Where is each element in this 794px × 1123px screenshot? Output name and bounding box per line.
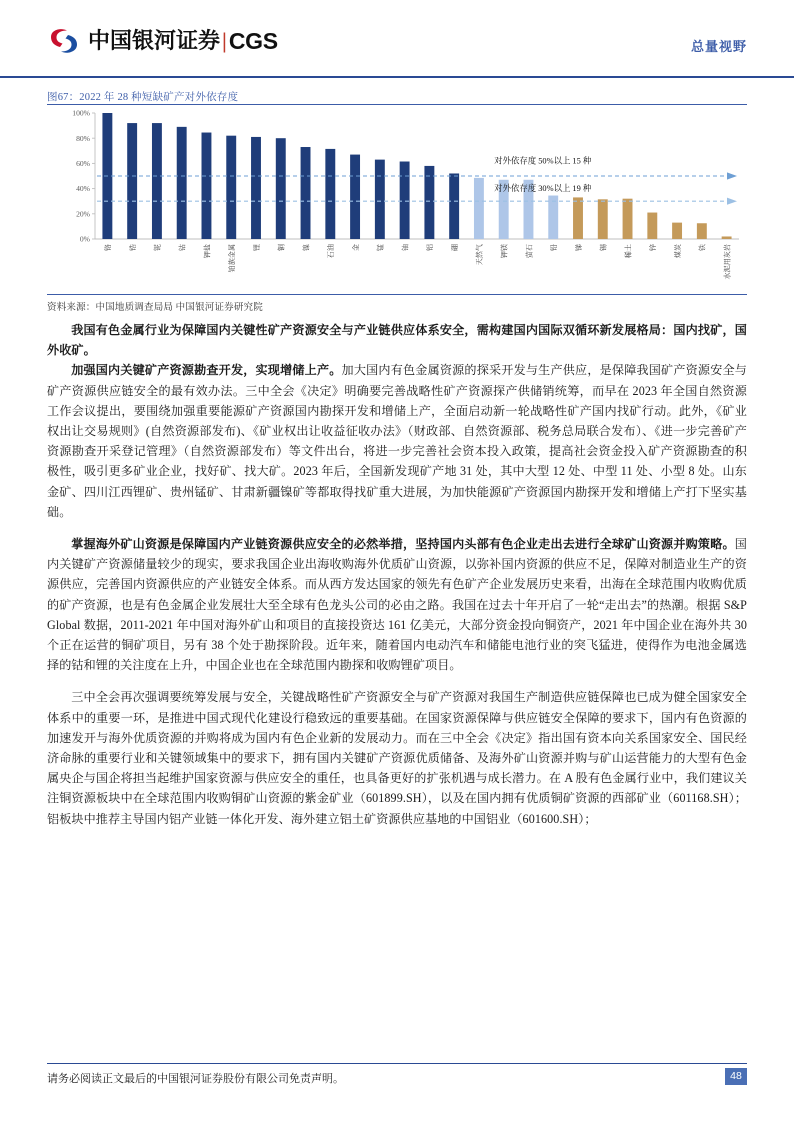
y-axis-tick-label: 100% (72, 108, 90, 118)
chart-bar (598, 199, 608, 239)
chart-bar (697, 223, 707, 239)
chart-bar (672, 223, 682, 239)
x-axis-tick-label: 铝 (426, 244, 435, 252)
chart-bar (474, 178, 484, 239)
chart-bar (301, 147, 311, 239)
x-axis-tick-label: 铜 (277, 244, 286, 252)
x-axis-tick-label: 铂族金属 (228, 244, 237, 273)
x-axis-tick-label: 锂 (252, 244, 261, 252)
header-divider (0, 76, 794, 78)
x-axis-tick-label: 石油 (327, 244, 336, 259)
paragraph-3-text: 国内关键矿产资源储量较少的现实，要求我国企业出海收购海外优质矿山资源，以弥补国内资源的供应不足，保障对制造业生产的资源供应，完善国内资源供应的产业链安全体系。而从西方发达国家的领先有色矿产企业发展历史来看，出海在全球范围内收购优质的矿产资源，也是有色金属企业发展壮大至全球有色龙头公司的必由之路。我国在过去十年开启了一轮“走出去”的热潮。根据 S&P Global 数据，2011-2021 年中国对海外矿山和项目的直接投资达 161 亿美元，大部分资金投向铜资产，2021 年中国企业在海外共 30 个正在运营的铜矿项目，另有 38 个处于勘探阶段。近年来，随着国内电动汽车和储能电池行业的突飞猛进，使得作为电池金属选择的钴和锂的关注度在上升，中国企业也在全球范围内勘探和收购锂矿项目。 (47, 537, 747, 673)
logo-separator: | (222, 28, 227, 53)
chart-bar (325, 149, 335, 239)
x-axis-tick-label: 钾盐 (203, 244, 212, 259)
chart-bar (548, 196, 558, 239)
figure-source: 资料来源：中国地质调查局局 中国银河证券研究院 (47, 303, 263, 313)
reference-line-arrow (727, 198, 737, 205)
dependency-bar-chart (47, 105, 747, 295)
x-axis-tick-label: 锡 (599, 244, 608, 252)
chart-bar (647, 213, 657, 239)
x-axis-tick-label: 稀土 (624, 244, 633, 259)
chart-bar (400, 162, 410, 239)
paragraph-2-text: 加大国内有色金属资源的探采开发与生产供应，是保障我国矿产资源安全与矿产资源供应链安全的最有效办法。三中全会《决定》明确要完善战略性矿产资源探产供储销统筹，而早在 2023 年全国自然资源工作会议提出，要围绕加强重要能源矿产资源国内勘探开发和增储上产，全面启动新一轮战略性矿产国内找矿行动。此外，《矿业权出让交易规则》(自然资源部发布)、《矿业权出让收益征收办法》（财政部、自然资源部、税务总局联合发布）、《进一步完善矿产资源勘查开采登记管理》（自然资源部发布）等文件出台，将进一步完善社会资本投入政策，提高社会资金投入矿产资源勘查的积极性，吸引更多矿业企业，找好矿、找大矿。2023 年后，全国新发现矿产地 31 处，其中大型 12 处、中型 11 处、小型 8 处。山东金矿、四川江西锂矿、贵州锰矿、甘肃新疆镍矿等都取得找矿重大进展，为加快能源矿产资源国内勘探开发和增储上产打下坚实基础。 (47, 363, 747, 519)
chart-bar (251, 137, 261, 239)
reference-line-arrow (727, 172, 737, 179)
x-axis-tick-label: 铅 (550, 244, 559, 252)
paragraph-1 (47, 320, 747, 360)
x-axis-tick-label: 硼 (450, 244, 459, 252)
chart-annotation: 对外依存度 30%以上 19 种 (494, 184, 592, 194)
y-axis-tick-label: 40% (76, 184, 90, 194)
x-axis-tick-label: 锌 (649, 244, 658, 252)
x-axis-tick-label: 镍 (302, 244, 311, 252)
x-axis-tick-label: 锰 (376, 244, 385, 252)
logo-text-en: CGS (228, 28, 278, 54)
chart-bar (623, 199, 633, 239)
chart-bar (226, 136, 236, 239)
page-header (0, 0, 794, 76)
article-body (47, 320, 747, 829)
figure-bottom-divider (47, 294, 747, 295)
chart-bar (375, 160, 385, 239)
paragraph-4-text: 三中全会再次强调要统筹发展与安全，关键战略性矿产资源安全与矿产资源对我国生产制造供应链保障也已成为健全国家安全体系中的重要一环，是推进中国式现代化建设行稳致远的重要基础。在国家资源保障与供应链安全保障的要求下，国内有色资源的加速发开与海外优质资源的并购将成为国内有色企业新的发展动力。而在三中全会《决定》指出国有资本向关系国家安全、国民经济命脉的重要行业和关键领域集中的要求下，拥有国内关键矿产资源优质储备、及海外矿山资源并购与矿山运营能力的大型有色金属央企与国企将担当起维护国家资源与供应安全的重任，也具备更好的扩张机遇与成长潜力。在 A 股有色金属行业中，我们建议关注铜资源板块中在全球范围内收购铜矿山资源的紫金矿业（601899.SH），以及在国内拥有优质铜矿资源的西部矿业（601168.SH）；铝板块中推荐主导国内铝产业链一体化开发、海外建立铝土矿资源供应基地的中国铝业（601600.SH）； (47, 690, 747, 826)
y-axis-tick-label: 20% (76, 209, 90, 219)
x-axis-tick-label: 铌 (153, 244, 162, 252)
chart-bar (177, 127, 187, 239)
chart-bar (424, 166, 434, 239)
paragraph-2-lead: 加强国内关键矿产资源勘查开发，实现增储上产。 (71, 363, 342, 378)
galaxy-swirl-logo-icon (47, 26, 81, 56)
x-axis-tick-label: 钴 (178, 244, 187, 252)
footer-divider (47, 1063, 747, 1064)
y-axis-tick-label: 0% (79, 234, 90, 244)
x-axis-tick-label: 锆 (128, 244, 137, 252)
logo-text-cn: 中国银河证券 (88, 28, 221, 53)
footer-disclaimer: 请务必阅读正文最后的中国银河证券股份有限公司免责声明。 (47, 1073, 344, 1085)
chart-annotation: 对外依存度 50%以上 15 种 (494, 156, 592, 166)
x-axis-tick-label: 水泥用灰岩 (723, 244, 732, 280)
figure-caption: 图67：2022 年 28 种短缺矿产对外依存度 (47, 92, 239, 103)
y-axis-tick-label: 80% (76, 133, 90, 143)
y-axis-tick-label: 60% (76, 159, 90, 168)
paragraph-3 (47, 534, 747, 675)
paragraph-4 (47, 687, 747, 828)
x-axis-tick-label: 金 (351, 244, 360, 252)
paragraph-3-lead: 掌握海外矿山资源是保障国内产业链资源供应安全的必然举措，坚持国内头部有色企业走出去进行全球矿山资源并购策略。 (71, 537, 735, 552)
x-axis-tick-label: 萤石 (525, 244, 534, 259)
x-axis-tick-label: 天然气 (475, 244, 484, 266)
brand-logo (47, 26, 278, 56)
x-axis-tick-label: 铬 (104, 244, 113, 252)
x-axis-tick-label: 铁 (698, 244, 707, 252)
paragraph-1-text: 我国有色金属行业为保障国内关键性矿产资源安全与产业链供应体系安全，需构建国内国际双循环新发展格局：国内找矿，国外收矿。 (47, 323, 747, 358)
x-axis-tick-label: 铀 (401, 244, 410, 252)
chart-bar (276, 138, 286, 239)
paragraph-2 (47, 360, 747, 522)
chart-bar (350, 155, 360, 239)
chart-bar (449, 173, 459, 239)
chart-bar (573, 197, 583, 239)
chart-bar (152, 123, 162, 239)
page-number-badge: 48 (725, 1068, 747, 1085)
chart-bar (127, 123, 137, 239)
x-axis-tick-label: 钾镁 (500, 244, 509, 259)
header-section-label: 总量视野 (690, 39, 747, 54)
figure-container (47, 104, 747, 294)
chart-bar (722, 236, 732, 239)
chart-bar (202, 133, 212, 239)
x-axis-tick-label: 煤炭 (673, 244, 682, 259)
x-axis-tick-label: 锑 (574, 244, 583, 252)
